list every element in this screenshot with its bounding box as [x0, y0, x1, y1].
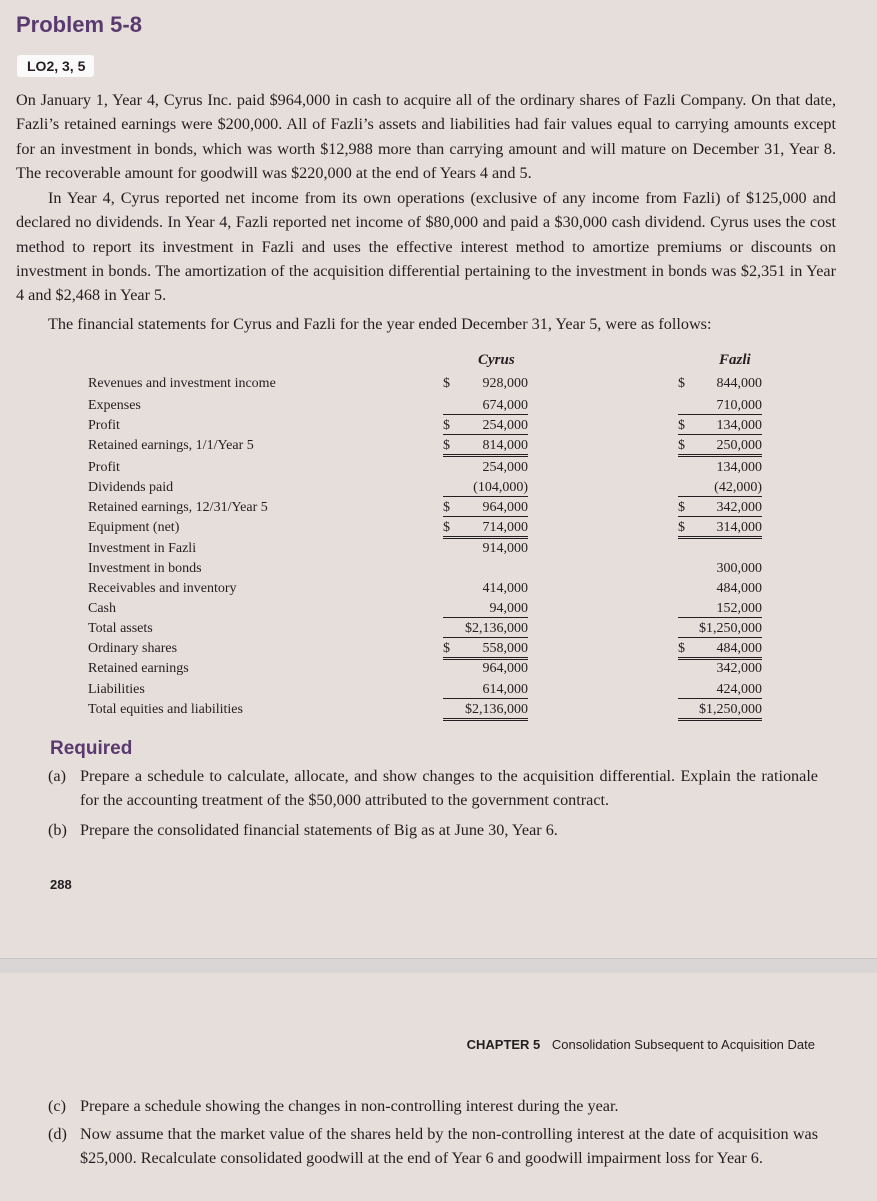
- page-number: 288: [50, 877, 72, 892]
- running-head: [467, 1037, 815, 1052]
- fazli-value: 314,000: [716, 520, 762, 535]
- fazli-value: $1,250,000: [699, 621, 762, 636]
- cyrus-value: 614,000: [482, 682, 528, 697]
- fazli-value-cell: [678, 701, 762, 721]
- fazli-value-cell: [678, 640, 762, 660]
- problem-paragraph-1: On January 1, Year 4, Cyrus Inc. paid $964,000 in cash to acquire all of the ordinary shares of Fazli Company. On that date, Fazli’s retained earnings were $200,000. All of Fazli’s assets and liabilities had fair values equal to carrying amounts except for an investment in bonds, which was worth $12,988 more than carrying amount and will mature on December 31, Year 8. The recoverable amount for goodwill was $220,000 at the end of Years 4 and 5.: [16, 91, 836, 182]
- fazli-value-cell: [678, 560, 762, 577]
- cyrus-value-cell: [443, 375, 528, 392]
- fazli-value: (42,000): [714, 480, 762, 495]
- required-item-letter: (b): [48, 821, 67, 839]
- cyrus-value-cell: [443, 397, 528, 415]
- chapter-title: Consolidation Subsequent to Acquisition Date: [551, 1037, 815, 1052]
- required-item-text: Now assume that the market value of the shares held by the non-controlling interest at the date of acquisition was $25,000. Recalculate consolidated goodwill at the end of Year 6 and goodwill impairment loss for Year 6.: [80, 1125, 818, 1168]
- row-label: Retained earnings: [88, 661, 189, 676]
- column-header-fazli: Fazli: [719, 352, 751, 368]
- required-item-letter: (d): [48, 1125, 67, 1143]
- learning-objectives-tag: LO2, 3, 5: [17, 55, 94, 77]
- cyrus-value-cell: [443, 417, 528, 435]
- cyrus-value-cell: [443, 459, 528, 476]
- fazli-value-cell: [678, 479, 762, 497]
- fazli-value-cell: [678, 580, 762, 597]
- cyrus-value: $2,136,000: [465, 702, 528, 717]
- row-label: Profit: [88, 418, 120, 433]
- fazli-value: 710,000: [716, 398, 762, 413]
- cyrus-value-cell: [443, 660, 528, 677]
- fazli-value-cell: [678, 375, 762, 392]
- fazli-value-cell: [678, 397, 762, 415]
- fazli-value-cell: [678, 620, 762, 638]
- fazli-value-cell: [678, 437, 762, 457]
- cyrus-value: 254,000: [482, 460, 528, 475]
- required-item-b: [48, 818, 818, 842]
- fazli-value-cell: [678, 540, 762, 557]
- cyrus-value-cell: [443, 580, 528, 597]
- cyrus-value-cell: [443, 479, 528, 497]
- row-label: Receivables and inventory: [88, 581, 237, 596]
- fazli-value: 844,000: [716, 376, 762, 391]
- row-label: Investment in bonds: [88, 561, 202, 576]
- cyrus-value: 928,000: [482, 376, 528, 391]
- row-label: Retained earnings, 1/1/Year 5: [88, 438, 254, 453]
- fazli-value-cell: [678, 417, 762, 435]
- fazli-dollar-sign: $: [678, 520, 685, 535]
- fazli-value: 250,000: [716, 438, 762, 453]
- fazli-value-cell: [678, 600, 762, 618]
- required-item-text: Prepare a schedule showing the changes in non-controlling interest during the year.: [80, 1097, 619, 1115]
- chapter-label: CHAPTER 5: [466, 1037, 541, 1052]
- cyrus-value: $2,136,000: [465, 621, 528, 636]
- cyrus-value-cell: [443, 560, 528, 577]
- cyrus-value-cell: [443, 540, 528, 557]
- fazli-value: $1,250,000: [699, 702, 762, 717]
- cyrus-value: 964,000: [482, 500, 528, 515]
- fazli-value: 484,000: [716, 641, 762, 656]
- cyrus-value: 914,000: [482, 541, 528, 556]
- fazli-value-cell: [678, 681, 762, 699]
- fazli-value: 484,000: [716, 581, 762, 596]
- row-label: Profit: [88, 460, 120, 475]
- problem-title: Problem 5-8: [16, 12, 142, 37]
- row-label: Retained earnings, 12/31/Year 5: [88, 500, 268, 515]
- fazli-value-cell: [678, 459, 762, 476]
- cyrus-dollar-sign: $: [443, 520, 450, 535]
- fazli-dollar-sign: $: [678, 376, 685, 391]
- fazli-dollar-sign: $: [678, 500, 685, 515]
- required-item-text: Prepare a schedule to calculate, allocate, and show changes to the acquisition differential. Explain the rationale for the accounting treatment of the $50,000 attributed to the government contract.: [80, 767, 818, 810]
- problem-paragraph-3: The financial statements for Cyrus and Fazli for the year ended December 31, Year 5, were as follows:: [48, 315, 712, 333]
- cyrus-value: (104,000): [473, 480, 528, 495]
- required-item-letter: (a): [48, 767, 66, 785]
- fazli-value: 424,000: [716, 682, 762, 697]
- cyrus-dollar-sign: $: [443, 641, 450, 656]
- row-label: Liabilities: [88, 682, 145, 697]
- row-label: Total equities and liabilities: [88, 702, 243, 717]
- cyrus-value-cell: [443, 701, 528, 721]
- cyrus-value: 254,000: [482, 418, 528, 433]
- fazli-value: 152,000: [716, 601, 762, 616]
- cyrus-value-cell: [443, 437, 528, 457]
- row-label: Cash: [88, 601, 116, 616]
- fazli-dollar-sign: $: [678, 641, 685, 656]
- row-label: Total assets: [88, 621, 153, 636]
- cyrus-value: 964,000: [482, 661, 528, 676]
- fazli-dollar-sign: $: [678, 438, 685, 453]
- required-item-c: [48, 1094, 818, 1118]
- column-header-cyrus: Cyrus: [478, 352, 515, 368]
- cyrus-value: 674,000: [482, 398, 528, 413]
- cyrus-dollar-sign: $: [443, 376, 450, 391]
- row-label: Equipment (net): [88, 520, 180, 535]
- fazli-value-cell: [678, 519, 762, 539]
- fazli-value: 342,000: [716, 661, 762, 676]
- row-label: Investment in Fazli: [88, 541, 197, 556]
- required-item-d: [48, 1122, 818, 1171]
- row-label: Ordinary shares: [88, 641, 178, 656]
- fazli-value: 342,000: [716, 500, 762, 515]
- financial-statements-table: [0, 352, 877, 722]
- cyrus-dollar-sign: $: [443, 418, 450, 433]
- page-divider: [0, 958, 877, 974]
- problem-paragraph-2: In Year 4, Cyrus reported net income from its own operations (exclusive of any income from Fazli) of $125,000 and declared no dividends. In Year 4, Fazli reported net income of $80,000 and paid a $30,000 cash dividend. Cyrus uses the cost method to report its investment in Fazli and uses the effective interest method to amortize premiums or discounts on investment in bonds. The amortization of the acquisition differential pertaining to the investment in bonds was $2,351 in Year 4 and $2,468 in Year 5.: [16, 189, 836, 305]
- cyrus-value-cell: [443, 499, 528, 517]
- cyrus-value: 814,000: [482, 438, 528, 453]
- cyrus-value-cell: [443, 519, 528, 539]
- row-label: Expenses: [88, 398, 141, 413]
- row-label: Revenues and investment income: [88, 376, 276, 391]
- cyrus-dollar-sign: $: [443, 438, 450, 453]
- required-item-letter: (c): [48, 1097, 66, 1115]
- fazli-value: 300,000: [716, 561, 762, 576]
- cyrus-value-cell: [443, 600, 528, 618]
- row-label: Dividends paid: [88, 480, 174, 495]
- fazli-value: 134,000: [716, 418, 762, 433]
- cyrus-value-cell: [443, 681, 528, 699]
- fazli-dollar-sign: $: [678, 418, 685, 433]
- cyrus-value: 414,000: [482, 581, 528, 596]
- cyrus-value-cell: [443, 620, 528, 638]
- cyrus-value-cell: [443, 640, 528, 660]
- cyrus-dollar-sign: $: [443, 500, 450, 515]
- fazli-value-cell: [678, 660, 762, 677]
- cyrus-value: 714,000: [482, 520, 528, 535]
- cyrus-value: 94,000: [489, 601, 528, 616]
- required-item-a: [48, 764, 818, 813]
- cyrus-value: 558,000: [482, 641, 528, 656]
- required-item-text: Prepare the consolidated financial statements of Big as at June 30, Year 6.: [80, 821, 558, 839]
- fazli-value: 134,000: [716, 460, 762, 475]
- fazli-value-cell: [678, 499, 762, 517]
- required-heading: Required: [50, 738, 133, 759]
